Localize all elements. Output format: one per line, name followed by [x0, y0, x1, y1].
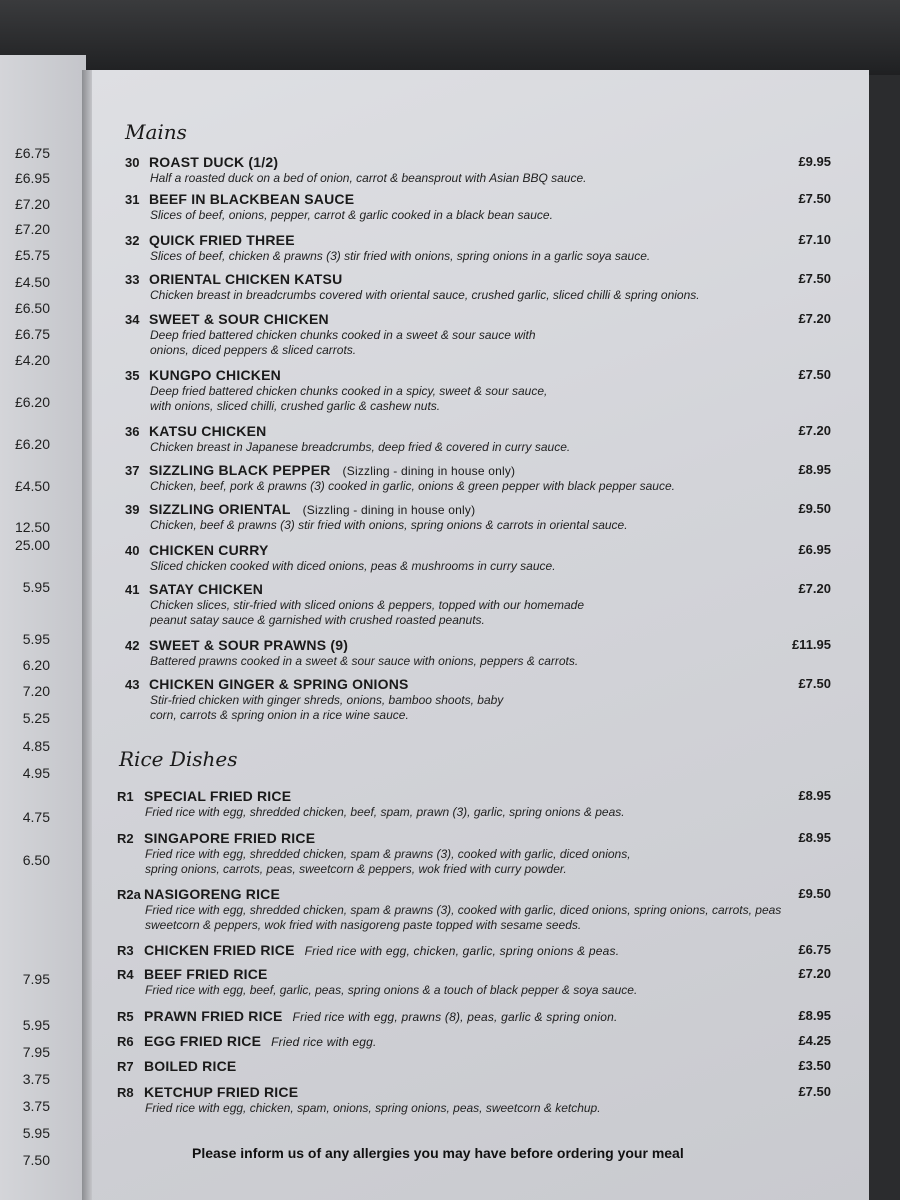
left-page-price: 12.50 — [14, 519, 50, 535]
item-name-text: SWEET & SOUR PRAWNS (9) — [149, 637, 349, 653]
left-page-price: 7.95 — [22, 971, 50, 987]
item-description: Fried rice with egg, shredded chicken, beef, spam, prawn (3), garlic, spring onions & peas. — [145, 805, 625, 819]
item-price: £8.95 — [798, 1008, 831, 1023]
item-name — [144, 1008, 618, 1024]
item-name-text: SINGAPORE FRIED RICE — [144, 830, 316, 846]
item-price: £4.25 — [798, 1033, 831, 1048]
allergy-notice: Please inform us of any allergies you may have before ordering your meal — [192, 1145, 684, 1161]
left-page-price: 7.95 — [22, 1044, 50, 1060]
left-page-price: £6.75 — [14, 145, 50, 161]
item-number: 33 — [125, 272, 140, 287]
item-description: Fried rice with egg, beef, garlic, peas, spring onions & a touch of black pepper & soya sauce. — [145, 983, 638, 997]
item-number: 43 — [125, 677, 140, 692]
left-page-price: 7.20 — [22, 683, 50, 699]
item-name — [149, 676, 409, 692]
left-page-price: £4.50 — [14, 274, 50, 290]
item-name-text: KUNGPO CHICKEN — [149, 367, 281, 383]
item-price: £8.95 — [798, 788, 831, 803]
item-number: 42 — [125, 638, 140, 653]
item-price: £7.50 — [798, 676, 831, 691]
item-number: 30 — [125, 155, 140, 170]
item-name-text: ORIENTAL CHICKEN KATSU — [149, 271, 343, 287]
mains-title: Mains — [125, 120, 187, 144]
item-name-text: NASIGORENG RICE — [144, 886, 281, 902]
item-number: R7 — [117, 1059, 134, 1074]
item-note: (Sizzling - dining in house only) — [342, 464, 516, 478]
item-price: £7.50 — [798, 191, 831, 206]
left-page-price: 3.75 — [22, 1098, 50, 1114]
item-number: 34 — [125, 312, 140, 327]
left-page-price: £6.95 — [14, 170, 50, 186]
item-name-text: CHICKEN FRIED RICE — [144, 942, 295, 958]
left-page-price: 5.95 — [22, 631, 50, 647]
item-name — [144, 966, 268, 982]
item-number: 32 — [125, 233, 140, 248]
item-name — [149, 462, 515, 478]
item-name — [144, 942, 619, 958]
item-price: £7.50 — [798, 1084, 831, 1099]
item-description: Fried rice with egg, chicken, spam, onions, spring onions, peas, sweetcorn & ketchup. — [145, 1101, 601, 1115]
left-page-price: 5.25 — [22, 710, 50, 726]
menu-page — [92, 70, 869, 1200]
left-page-price: 5.95 — [22, 1017, 50, 1033]
item-number: R8 — [117, 1085, 134, 1100]
left-page-price: 6.20 — [22, 657, 50, 673]
item-number: 41 — [125, 582, 140, 597]
background-top — [0, 0, 900, 75]
item-name — [149, 581, 263, 597]
item-price: £7.10 — [798, 232, 831, 247]
left-page-price: £6.75 — [14, 326, 50, 342]
item-price: £8.95 — [798, 462, 831, 477]
item-price: £9.95 — [798, 154, 831, 169]
item-name-text: PRAWN FRIED RICE — [144, 1008, 283, 1024]
left-page-price: £4.20 — [14, 352, 50, 368]
item-name-text: SWEET & SOUR CHICKEN — [149, 311, 329, 327]
item-description: Sliced chicken cooked with diced onions, peas & mushrooms in curry sauce. — [150, 559, 556, 573]
item-description: Battered prawns cooked in a sweet & sour sauce with onions, peppers & carrots. — [150, 654, 579, 668]
item-name-text: ROAST DUCK (1/2) — [149, 154, 279, 170]
item-number: 36 — [125, 424, 140, 439]
item-number: 37 — [125, 463, 140, 478]
item-number: 35 — [125, 368, 140, 383]
left-page-price: 7.50 — [22, 1152, 50, 1168]
item-name-text: SIZZLING BLACK PEPPER — [149, 462, 331, 478]
item-description: Fried rice with egg. — [271, 1035, 377, 1049]
item-number: R2 — [117, 831, 134, 846]
item-price: £7.50 — [798, 367, 831, 382]
item-number: 40 — [125, 543, 140, 558]
rice-title: Rice Dishes — [119, 747, 238, 771]
item-name — [144, 1033, 377, 1049]
left-page-price: £5.75 — [14, 247, 50, 263]
item-name — [144, 1058, 236, 1074]
item-name — [144, 788, 291, 804]
left-page-price: £4.50 — [14, 478, 50, 494]
item-price: £3.50 — [798, 1058, 831, 1073]
item-description: Chicken slices, stir-fried with sliced onions & peppers, topped with our homemade peanut satay sauce & garnished with crushed roasted peanuts. — [150, 598, 584, 627]
left-page-price: 4.95 — [22, 765, 50, 781]
item-number: R6 — [117, 1034, 134, 1049]
item-name — [149, 311, 329, 327]
item-number: R5 — [117, 1009, 134, 1024]
left-page-price: 3.75 — [22, 1071, 50, 1087]
item-name-text: SATAY CHICKEN — [149, 581, 264, 597]
item-name — [149, 367, 281, 383]
item-name — [149, 232, 295, 248]
item-number: R1 — [117, 789, 134, 804]
left-page-price: £6.50 — [14, 300, 50, 316]
item-name-text: BEEF IN BLACKBEAN SAUCE — [149, 191, 355, 207]
item-description: Half a roasted duck on a bed of onion, carrot & beansprout with Asian BBQ sauce. — [150, 171, 587, 185]
item-name — [144, 830, 315, 846]
item-price: £8.95 — [798, 830, 831, 845]
item-number: R3 — [117, 943, 134, 958]
item-price: £6.75 — [798, 942, 831, 957]
left-page-price: £7.20 — [14, 196, 50, 212]
item-price: £7.20 — [798, 966, 831, 981]
item-name — [149, 501, 475, 517]
item-price: £9.50 — [798, 886, 831, 901]
item-name — [144, 1084, 298, 1100]
item-number: R2a — [117, 887, 141, 902]
left-page-price: £7.20 — [14, 221, 50, 237]
item-price: £11.95 — [791, 637, 831, 652]
item-price: £7.50 — [798, 271, 831, 286]
left-page-price: 5.95 — [22, 1125, 50, 1141]
item-description: Chicken breast in Japanese breadcrumbs, deep fried & covered in curry sauce. — [150, 440, 571, 454]
item-number: 31 — [125, 192, 140, 207]
item-description: Fried rice with egg, shredded chicken, spam & prawns (3), cooked with garlic, diced onions, spring onions, carrots, peas sweetcorn & peppers, wok fried with nasigoreng paste topped with sesame seeds. — [145, 903, 782, 932]
item-name — [149, 191, 354, 207]
left-page-price: 5.95 — [22, 579, 50, 595]
item-price: £7.20 — [798, 423, 831, 438]
left-page-price: 6.50 — [22, 852, 50, 868]
item-price: £7.20 — [798, 311, 831, 326]
item-name-text: KATSU CHICKEN — [149, 423, 267, 439]
item-name-text: EGG FRIED RICE — [144, 1033, 262, 1049]
item-description: Fried rice with egg, shredded chicken, spam & prawns (3), cooked with garlic, diced onions, spring onions, carrots, peas, sweetcorn & peppers, wok fried with curry powder. — [145, 847, 631, 876]
item-name-text: CHICKEN GINGER & SPRING ONIONS — [149, 676, 409, 692]
item-description: Chicken, beef, pork & prawns (3) cooked in garlic, onions & green pepper with black pepper sauce. — [150, 479, 675, 493]
left-menu-page — [0, 55, 86, 1200]
item-description: Fried rice with egg, prawns (8), peas, garlic & spring onion. — [292, 1010, 618, 1024]
item-description: Chicken, beef & prawns (3) stir fried with onions, spring onions & carrots in oriental sauce. — [150, 518, 628, 532]
item-description: Fried rice with egg, chicken, garlic, spring onions & peas. — [304, 944, 620, 958]
item-name — [149, 637, 348, 653]
item-description: Deep fried battered chicken chunks cooked in a sweet & sour sauce with onions, diced peppers & sliced carrots. — [150, 328, 536, 357]
item-name-text: SPECIAL FRIED RICE — [144, 788, 292, 804]
left-page-price: 25.00 — [14, 537, 50, 553]
item-description: Stir-fried chicken with ginger shreds, onions, bamboo shoots, baby corn, carrots & spring onion in a rice wine sauce. — [150, 693, 504, 722]
item-price: £7.20 — [798, 581, 831, 596]
item-name — [149, 154, 278, 170]
item-price: £9.50 — [798, 501, 831, 516]
item-number: R4 — [117, 967, 134, 982]
item-name — [149, 423, 266, 439]
left-page-price: £6.20 — [14, 394, 50, 410]
item-name — [149, 542, 269, 558]
item-description: Deep fried battered chicken chunks cooked in a spicy, sweet & sour sauce, with onions, sliced chilli, crushed garlic & cashew nuts. — [150, 384, 548, 413]
item-note: (Sizzling - dining in house only) — [302, 503, 476, 517]
item-name-text: KETCHUP FRIED RICE — [144, 1084, 299, 1100]
item-name-text: BOILED RICE — [144, 1058, 237, 1074]
left-page-price: 4.85 — [22, 738, 50, 754]
item-name-text: QUICK FRIED THREE — [149, 232, 295, 248]
item-description: Slices of beef, onions, pepper, carrot & garlic cooked in a black bean sauce. — [150, 208, 553, 222]
item-name-text: BEEF FRIED RICE — [144, 966, 268, 982]
item-number: 39 — [125, 502, 140, 517]
left-page-price: 4.75 — [22, 809, 50, 825]
left-page-price: £6.20 — [14, 436, 50, 452]
item-description: Chicken breast in breadcrumbs covered with oriental sauce, crushed garlic, sliced chilli & spring onions. — [150, 288, 700, 302]
item-price: £6.95 — [798, 542, 831, 557]
item-name — [149, 271, 342, 287]
item-description: Slices of beef, chicken & prawns (3) stir fried with onions, spring onions in a garlic soya sauce. — [150, 249, 651, 263]
item-name-text: CHICKEN CURRY — [149, 542, 269, 558]
item-name-text: SIZZLING ORIENTAL — [149, 501, 291, 517]
item-name — [144, 886, 280, 902]
